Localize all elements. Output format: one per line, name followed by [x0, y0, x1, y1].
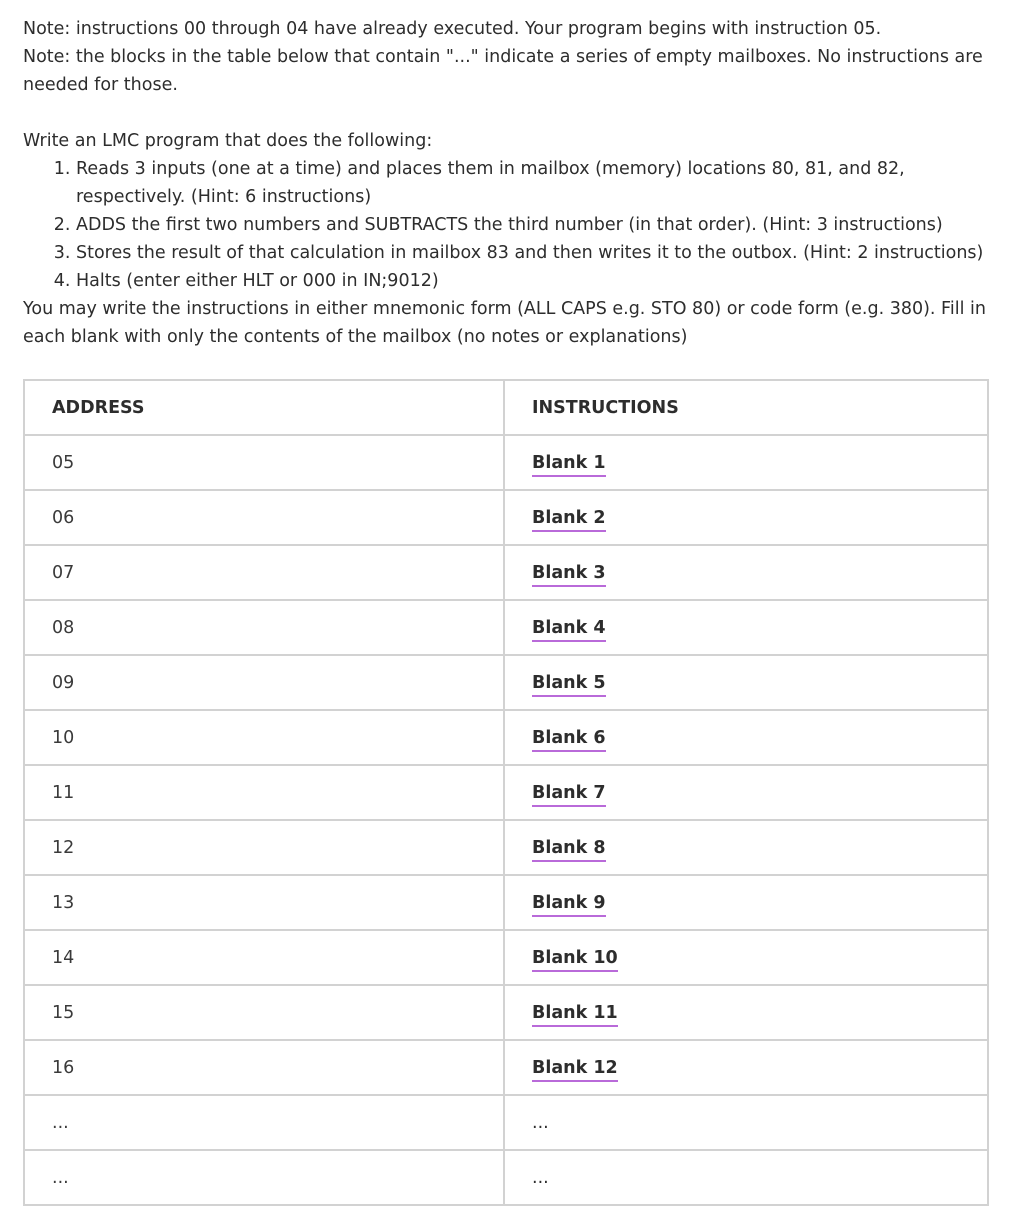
task-step: 1. Reads 3 inputs (one at a time) and places them in mailbox (memory) locations 80, 81, and 82, respectively. (Hint: 6 instructions) — [76, 155, 993, 211]
instruction-cell — [504, 490, 988, 545]
instruction-cell — [504, 710, 988, 765]
table-row-ellipsis — [24, 1150, 988, 1205]
address-cell: 06 — [24, 490, 504, 545]
address-cell: 08 — [24, 600, 504, 655]
blank-8-link[interactable]: Blank 8 — [532, 838, 606, 862]
address-cell: ... — [24, 1150, 504, 1205]
note-empty-mailboxes: Note: the blocks in the table below that contain "..." indicate a series of empty mailboxes. No instructions are needed for those. — [23, 47, 983, 95]
table-row — [24, 765, 988, 820]
address-cell: 13 — [24, 875, 504, 930]
table-row — [24, 655, 988, 710]
task-intro: Write an LMC program that does the following: — [23, 131, 433, 151]
instruction-cell: ... — [504, 1095, 988, 1150]
instructions-column-header: INSTRUCTIONS — [504, 380, 988, 435]
instruction-cell — [504, 655, 988, 710]
address-cell: 15 — [24, 985, 504, 1040]
address-column-header: ADDRESS — [24, 380, 504, 435]
address-cell: 07 — [24, 545, 504, 600]
question-body — [23, 15, 993, 351]
instruction-cell — [504, 1040, 988, 1095]
note-start-instruction: Note: instructions 00 through 04 have already executed. Your program begins with instruction 05. — [23, 19, 882, 39]
blank-5-link[interactable]: Blank 5 — [532, 673, 606, 697]
instruction-cell — [504, 930, 988, 985]
blank-4-link[interactable]: Blank 4 — [532, 618, 606, 642]
instruction-cell — [504, 435, 988, 490]
task-step: 3. Stores the result of that calculation in mailbox 83 and then writes it to the outbox. (Hint: 2 instructions) — [76, 239, 993, 267]
address-cell: 10 — [24, 710, 504, 765]
table-row — [24, 1040, 988, 1095]
instruction-cell — [504, 985, 988, 1040]
table-row-ellipsis — [24, 1095, 988, 1150]
blank-2-link[interactable]: Blank 2 — [532, 508, 606, 532]
table-row — [24, 985, 988, 1040]
table-row — [24, 545, 988, 600]
table-row — [24, 600, 988, 655]
instruction-cell — [504, 545, 988, 600]
address-cell: 11 — [24, 765, 504, 820]
blank-7-link[interactable]: Blank 7 — [532, 783, 606, 807]
task-step: 4. Halts (enter either HLT or 000 in IN;9012) — [76, 267, 993, 295]
address-cell: 12 — [24, 820, 504, 875]
spacer — [23, 99, 993, 127]
address-cell: 09 — [24, 655, 504, 710]
address-cell: 05 — [24, 435, 504, 490]
lmc-program-table — [23, 379, 989, 1206]
instruction-cell: ... — [504, 1150, 988, 1205]
blank-1-link[interactable]: Blank 1 — [532, 453, 606, 477]
blank-11-link[interactable]: Blank 11 — [532, 1003, 618, 1027]
table-row — [24, 930, 988, 985]
instruction-cell — [504, 600, 988, 655]
blank-9-link[interactable]: Blank 9 — [532, 893, 606, 917]
table-row — [24, 710, 988, 765]
address-cell: ... — [24, 1095, 504, 1150]
instruction-cell — [504, 820, 988, 875]
instruction-cell — [504, 875, 988, 930]
address-cell: 16 — [24, 1040, 504, 1095]
table-row — [24, 435, 988, 490]
table-row — [24, 820, 988, 875]
address-cell: 14 — [24, 930, 504, 985]
instruction-cell — [504, 765, 988, 820]
answer-format-instructions: You may write the instructions in either mnemonic form (ALL CAPS e.g. STO 80) or code form (e.g. 380). Fill in each blank with only the contents of the mailbox (no notes or explanations) — [23, 299, 986, 347]
task-step: 2. ADDS the first two numbers and SUBTRACTS the third number (in that order). (Hint: 3 instructions) — [76, 211, 993, 239]
table-header-row — [24, 380, 988, 435]
blank-10-link[interactable]: Blank 10 — [532, 948, 618, 972]
blank-12-link[interactable]: Blank 12 — [532, 1058, 618, 1082]
table-row — [24, 875, 988, 930]
table-row — [24, 490, 988, 545]
blank-6-link[interactable]: Blank 6 — [532, 728, 606, 752]
task-steps-list — [23, 155, 993, 295]
blank-3-link[interactable]: Blank 3 — [532, 563, 606, 587]
